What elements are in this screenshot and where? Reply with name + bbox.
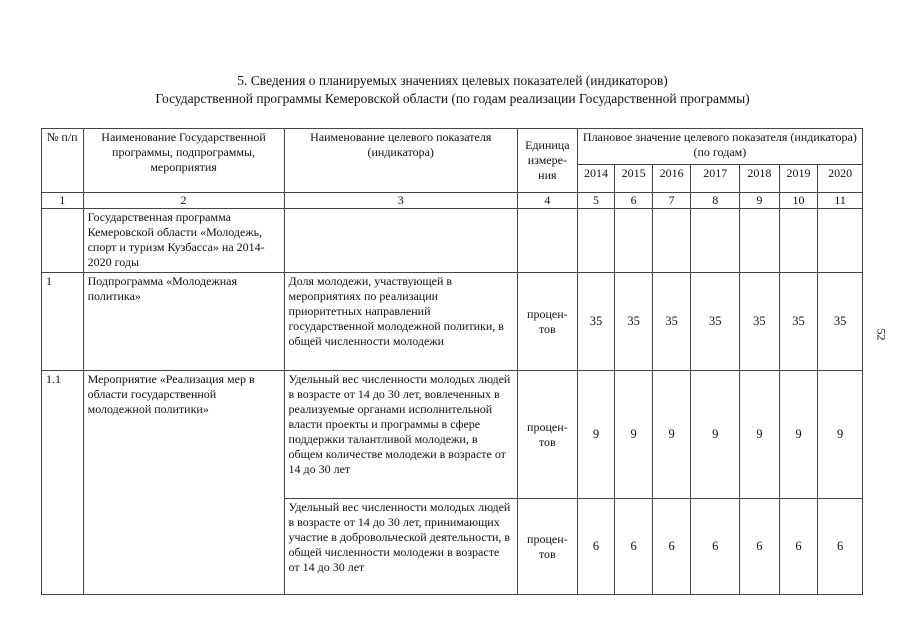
row-unit: процен-тов	[517, 371, 577, 499]
header-planned: Плановое значение целевого показателя (индикатора) (по годам)	[577, 129, 862, 165]
header-year: 2015	[615, 165, 653, 193]
row-program: Государственная программа Кемеровской области «Молодежь, спорт и туризм Кузбасса» на 2014-2020 годы	[83, 209, 284, 273]
column-numbers-row	[42, 193, 863, 209]
header-year: 2014	[577, 165, 615, 193]
row-num	[42, 209, 84, 273]
row-value: 6	[779, 499, 818, 595]
indicators-table	[41, 128, 863, 595]
row-value	[652, 209, 691, 273]
column-number: 6	[615, 193, 653, 209]
row-value	[818, 209, 863, 273]
header-year: 2020	[818, 165, 863, 193]
title-line-2: Государственной программы Кемеровской области (по годам реализации Государственной программы)	[155, 91, 750, 106]
row-value: 6	[818, 499, 863, 595]
row-value: 9	[615, 371, 653, 499]
header-program: Наименование Государственной программы, подпрограммы, мероприятия	[83, 129, 284, 193]
row-indicator: Доля молодежи, участвующей в мероприятиях по реализации приоритетных направлений государственной молодежной политики, в общей численности молодежи	[284, 273, 517, 371]
row-unit: процен-тов	[517, 499, 577, 595]
column-number: 9	[740, 193, 780, 209]
row-unit	[517, 209, 577, 273]
row-value: 9	[652, 371, 691, 499]
row-value: 35	[740, 273, 780, 371]
header-year: 2017	[691, 165, 740, 193]
row-value: 35	[652, 273, 691, 371]
row-program: Подпрограмма «Молодежная политика»	[83, 273, 284, 371]
row-unit: процен-тов	[517, 273, 577, 371]
row-program: Мероприятие «Реализация мер в области государственной молодежной политики»	[83, 371, 284, 595]
row-value: 9	[577, 371, 615, 499]
row-value: 9	[779, 371, 818, 499]
row-indicator: Удельный вес численности молодых людей в возрасте от 14 до 30 лет, принимающих участие в добровольческой деятельности, в общей численности молодежи в возрасте от 14 до 30 лет	[284, 499, 517, 595]
row-indicator: Удельный вес численности молодых людей в возрасте от 14 до 30 лет, вовлеченных в реализуемые органами исполнительной власти проекты и программы в сфере поддержки талантливой молодежи, в общем количестве молодежи в возрасте от 14 до 30 лет	[284, 371, 517, 499]
row-value: 35	[615, 273, 653, 371]
header-indicator: Наименование целевого показателя (индикатора)	[284, 129, 517, 193]
row-value: 35	[577, 273, 615, 371]
row-value: 9	[818, 371, 863, 499]
row-num: 1	[42, 273, 84, 371]
row-value: 9	[740, 371, 780, 499]
table-row	[42, 209, 863, 273]
row-value: 6	[577, 499, 615, 595]
title-line-1: 5. Сведения о планируемых значениях целевых показателей (индикаторов)	[237, 73, 668, 88]
row-num: 1.1	[42, 371, 84, 595]
column-number: 4	[517, 193, 577, 209]
column-number: 3	[284, 193, 517, 209]
header-unit: Единица измере-ния	[517, 129, 577, 193]
column-number: 10	[779, 193, 818, 209]
row-value: 35	[818, 273, 863, 371]
document-title	[0, 72, 905, 108]
row-value	[577, 209, 615, 273]
row-value: 6	[691, 499, 740, 595]
row-value	[691, 209, 740, 273]
row-indicator	[284, 209, 517, 273]
header-num: № п/п	[42, 129, 84, 193]
column-number: 8	[691, 193, 740, 209]
page-number: 52	[874, 328, 889, 341]
row-value	[740, 209, 780, 273]
header-year: 2018	[740, 165, 780, 193]
column-number: 1	[42, 193, 84, 209]
table-row	[42, 371, 863, 499]
column-number: 2	[83, 193, 284, 209]
row-value: 6	[652, 499, 691, 595]
column-number: 5	[577, 193, 615, 209]
column-number: 11	[818, 193, 863, 209]
column-number: 7	[652, 193, 691, 209]
row-value: 35	[779, 273, 818, 371]
header-year: 2016	[652, 165, 691, 193]
header-year: 2019	[779, 165, 818, 193]
row-value	[615, 209, 653, 273]
row-value: 35	[691, 273, 740, 371]
row-value: 6	[740, 499, 780, 595]
row-value: 6	[615, 499, 653, 595]
row-value: 9	[691, 371, 740, 499]
table-row	[42, 273, 863, 371]
row-value	[779, 209, 818, 273]
